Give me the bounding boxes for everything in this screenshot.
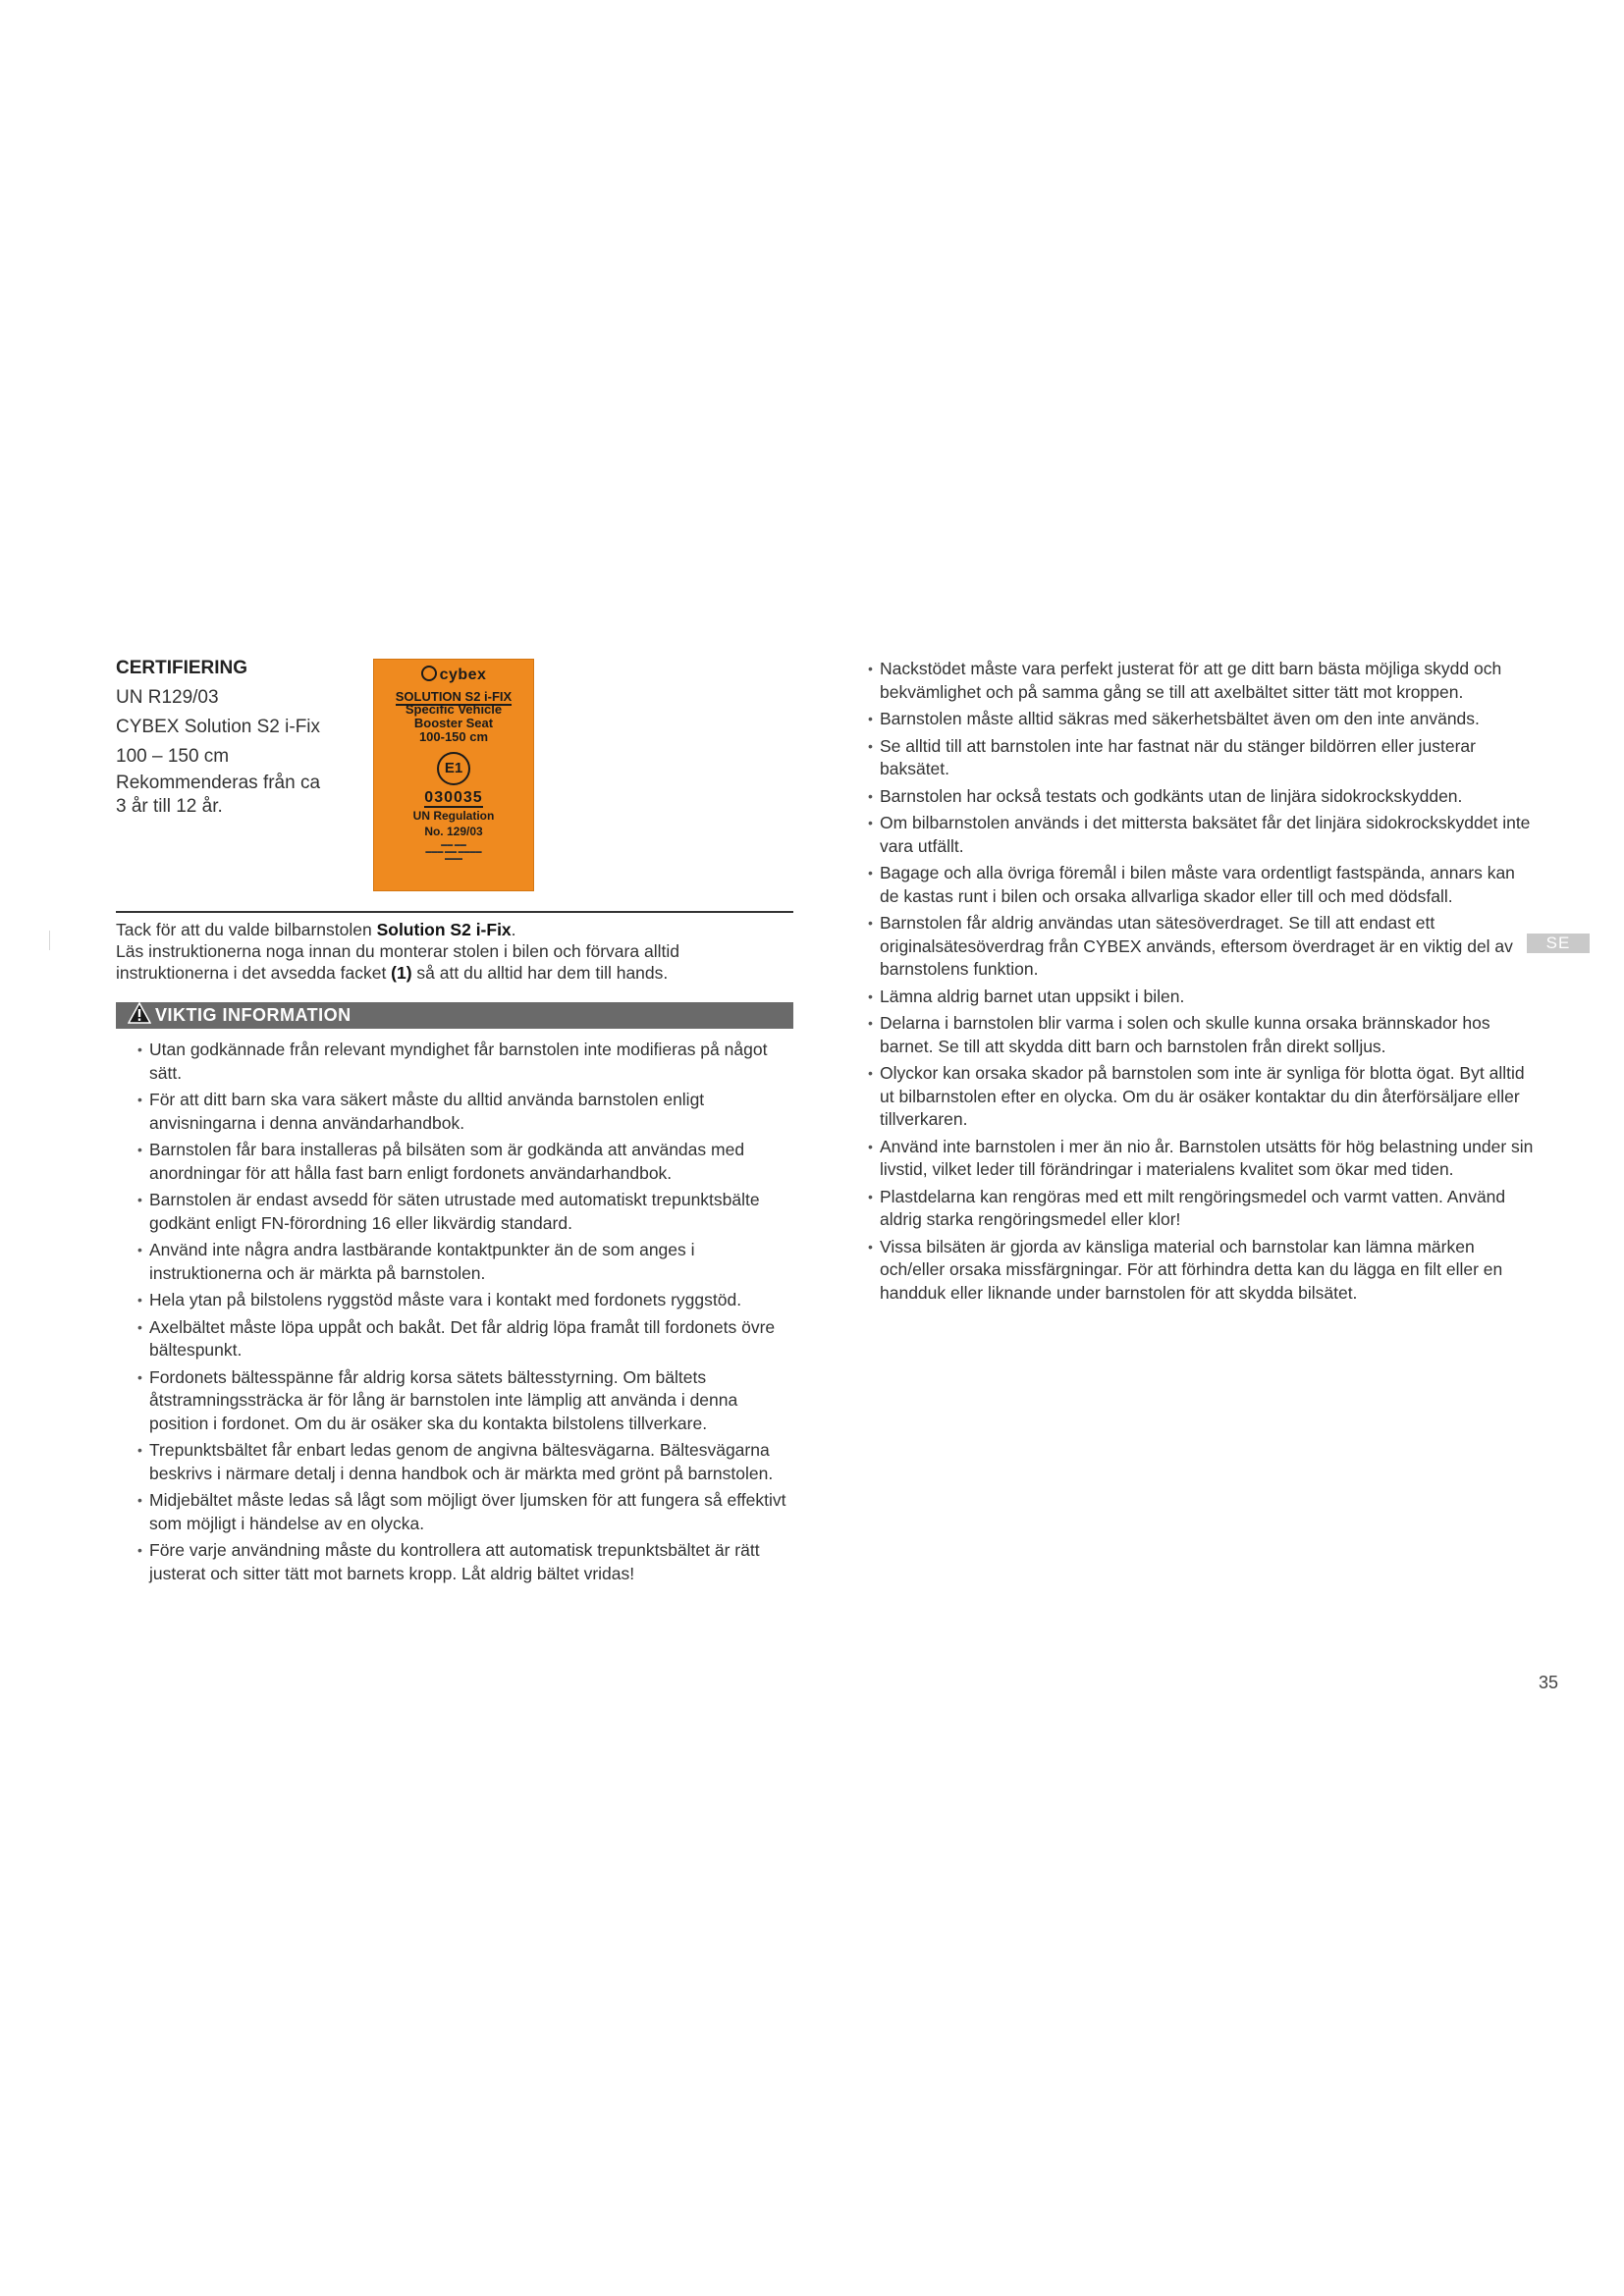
cert-product: CYBEX Solution S2 i-Fix	[116, 717, 321, 737]
list-item: • Midjebältet måste ledas så lågt som möjligt över ljumsken för att fungera så effektivt som möjligt i händelse av en olycka.	[135, 1489, 795, 1535]
intro-text	[116, 919, 793, 984]
list-item: • Utan godkännade från relevant myndighet får barnstolen inte modifieras på något sätt.	[135, 1039, 795, 1085]
list-item: • Fordonets bältesspänne får aldrig korsa sätets bältesstyrning. Om bältets åtstramningssträcka är för lång är barnstolen inte lämplig att använda i denna position i fordonet. Om du är osäker ska du kontakta bilstolens tillverkare.	[135, 1366, 795, 1436]
language-tab: SE	[1527, 934, 1590, 953]
list-item: • Barnstolen är endast avsedd för säten utrustade med automatiskt trepunktsbälte godkänt enligt FN-förordning 16 eller likvärdig standard.	[135, 1189, 795, 1235]
right-warning-list	[866, 658, 1534, 1308]
intro-line1: Tack för att du valde bilbarnstolen Solution S2 i-Fix.	[116, 920, 516, 939]
banner-title: VIKTIG INFORMATION	[155, 1005, 352, 1025]
list-item: • Barnstolen måste alltid säkras med säkerhetsbältet även om den inte används.	[866, 708, 1534, 731]
cert-age-line2: 3 år till 12 år.	[116, 796, 223, 817]
list-item: • Axelbältet måste löpa uppåt och bakåt. Det får aldrig löpa framåt till fordonets övre bältespunkt.	[135, 1316, 795, 1362]
approval-label	[374, 660, 533, 890]
list-item: • Barnstolen har också testats och godkänts utan de linjära sidokrockskydden.	[866, 785, 1534, 809]
cybex-logo-icon	[421, 666, 437, 681]
emark-icon: E1	[437, 752, 470, 785]
section-divider	[116, 911, 793, 913]
certification-title: CERTIFIERING	[116, 658, 248, 678]
cert-size: 100 – 150 cm	[116, 746, 230, 767]
list-item: • Nackstödet måste vara perfekt justerat för att ge ditt barn bästa möjliga skydd och bekvämlighet och på samma gång se till att axelbältet sitter tätt mot kroppen.	[866, 658, 1534, 704]
list-item: • Olyckor kan orsaka skador på barnstolen som inte är synliga för blotta ögat. Byt alltid ut bilbarnstolen efter en olycka. Om du är osäker kontaktar du din återförsäljare eller tillverkaren.	[866, 1062, 1534, 1132]
list-item: • Före varje användning måste du kontrollera att automatisk trepunktsbältet är rätt justerat och sitter tätt mot barnets kropp. Låt aldrig bältet vridas!	[135, 1539, 795, 1585]
list-item: • Hela ytan på bilstolens ryggstöd måste vara i kontakt med fordonets ryggstöd.	[135, 1289, 795, 1312]
label-brand: cybex	[374, 666, 533, 684]
important-info-banner	[116, 1002, 793, 1029]
intro-line2: Läs instruktionerna noga innan du monterar stolen i bilen och förvara alltid instruktionerna i det avsedda facket (1) så att du alltid har dem till hands.	[116, 941, 679, 983]
cert-age-line1: Rekommenderas från ca	[116, 773, 321, 793]
list-item: • Om bilbarnstolen används i det mittersta baksätet får det linjära sidokrockskyddet inte vara utfällt.	[866, 812, 1534, 858]
list-item: • Barnstolen får bara installeras på bilsäten som är godkända att användas med anordningar för att hålla fast barn enligt fordonets användarhandbok.	[135, 1139, 795, 1185]
label-type-line2: Booster Seat	[413, 716, 494, 730]
list-item: • Använd inte barnstolen i mer än nio år. Barnstolen utsätts för hög belastning under sin livstid, vilket leder till förändringar i materialens kvalitet som ökar med tiden.	[866, 1136, 1534, 1182]
label-type-line1: Specific Vehicle	[405, 702, 503, 717]
list-item: • Bagage och alla övriga föremål i bilen måste vara ordentligt fastspända, annars kan de kastas runt i bilen och orsaka allvarliga skador eller till och med dödsfall.	[866, 862, 1534, 908]
label-model: SOLUTION S2 i-FIX	[395, 689, 513, 704]
label-size: 100-150 cm	[418, 729, 489, 744]
list-item: • Trepunktsbältet får enbart ledas genom de angivna bältesvägarna. Bältesvägarna beskrivs i närmare detalj i denna handbok och är märkta med grönt på barnstolen.	[135, 1439, 795, 1485]
warning-icon	[128, 1002, 151, 1024]
list-item: • Plastdelarna kan rengöras med ett milt rengöringsmedel och varmt vatten. Använd aldrig starka rengöringsmedel eller klor!	[866, 1186, 1534, 1232]
list-item: • Se alltid till att barnstolen inte har fastnat när du stänger bildörren eller justerar baksätet.	[866, 735, 1534, 781]
list-item: • Delarna i barnstolen blir varma i solen och skulle kunna orsaka brännskador hos barnet. Se till att skydda ditt barn och barnstolen från direkt solljus.	[866, 1012, 1534, 1058]
list-item: • Barnstolen får aldrig användas utan sätesöverdraget. Se till att endast ett originalsätesöverdrag från CYBEX används, eftersom överdraget är en viktig del av barnstolens funktion.	[866, 912, 1534, 982]
page-number: 35	[1539, 1673, 1559, 1692]
margin-mark	[49, 931, 50, 950]
cert-standard: UN R129/03	[116, 687, 219, 708]
label-regulation-line1: UN Regulation	[412, 809, 495, 823]
list-item: • För att ditt barn ska vara säkert måste du alltid använda barnstolen enligt anvisningarna i denna användarhandbok.	[135, 1089, 795, 1135]
label-approval-number: 030035	[424, 789, 483, 806]
list-item: • Vissa bilsäten är gjorda av känsliga material och barnstolar kan lämna märken och/eller orsaka missfärgningar. För att förhindra detta kan du lägga en filt eller en handduk eller liknande under barnstolen för att skydda bilsätet.	[866, 1236, 1534, 1306]
left-warning-list	[135, 1039, 795, 1589]
list-item: • Lämna aldrig barnet utan uppsikt i bilen.	[866, 986, 1534, 1009]
label-regulation-line2: No. 129/03	[424, 825, 483, 838]
list-item: • Använd inte några andra lastbärande kontaktpunkter än de som anges i instruktionerna och är märkta på barnstolen.	[135, 1239, 795, 1285]
label-fineprint: ▬▬ ▬▬ ▬▬▬ ▬▬ ▬▬▬▬ ▬▬▬	[425, 842, 482, 862]
